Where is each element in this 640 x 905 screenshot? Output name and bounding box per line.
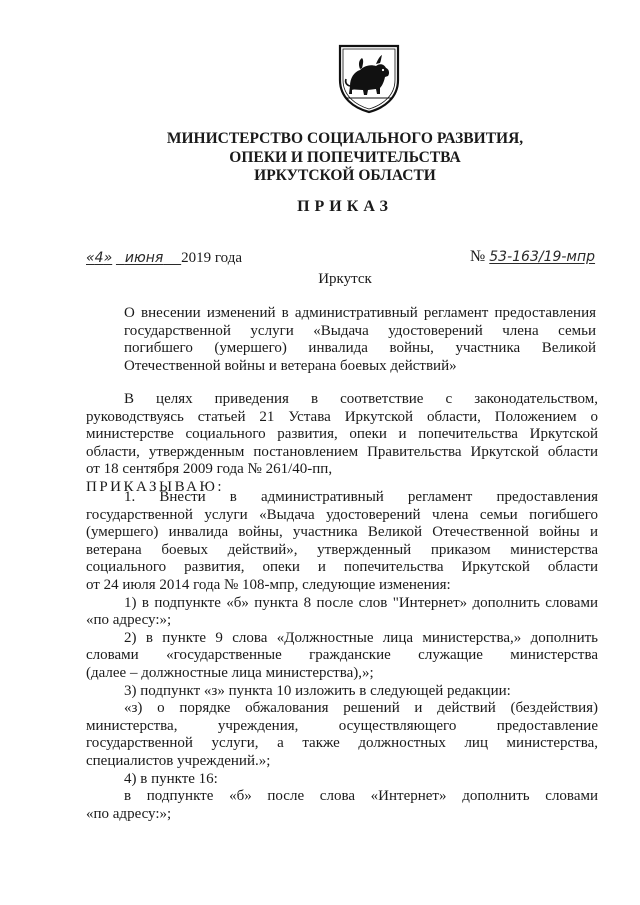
order-subject bbox=[124, 305, 596, 375]
ministry-line: МИНИСТЕРСТВО СОЦИАЛЬНОГО РАЗВИТИЯ, bbox=[166, 130, 524, 147]
body-line: в подпункте «б» после слова «Интернет» дополнить словами bbox=[124, 788, 598, 805]
order-date bbox=[86, 250, 242, 267]
body-line: государственной услуги «Выдача удостоверений члена семьи погибшего bbox=[86, 506, 598, 523]
body-line: «з) о порядке обжалования решений и действий (бездействия) bbox=[124, 700, 598, 717]
body-line: 2) в пункте 9 слова «Должностные лица министерства,» дополнить bbox=[124, 629, 598, 646]
preamble-line: руководствуясь статьей 21 Устава Иркутской области, Положением о bbox=[86, 408, 598, 425]
ministry-line: ИРКУТСКОЙ ОБЛАСТИ bbox=[254, 167, 436, 184]
order-body bbox=[86, 489, 598, 823]
body-line: «по адресу:»; bbox=[86, 612, 172, 629]
body-line: ветерана боевых действий», утвержденный приказом министерства bbox=[86, 541, 598, 558]
subject-line: О внесении изменений в административный регламент предоставления bbox=[124, 305, 596, 321]
ministry-line: ОПЕКИ И ПОПЕЧИТЕЛЬСТВА bbox=[229, 148, 461, 166]
order-number bbox=[470, 248, 595, 266]
preamble-line: министерстве социального развития, опеки и попечительства Иркутской bbox=[86, 426, 598, 443]
number-handwritten: 53-163/19-мпр bbox=[489, 249, 596, 265]
preamble-line: области, утвержденным постановлением Правительства Иркутской области bbox=[86, 443, 598, 460]
body-line: словами «государственные гражданские служащие министерства bbox=[86, 647, 598, 664]
subject-line: Отечественной войны и ветерана боевых действий» bbox=[124, 357, 457, 374]
subject-line: погибшего (умершего) инвалида войны, участника Великой bbox=[124, 340, 596, 357]
body-line: государственной услуги, а также должностных лиц министерства, bbox=[86, 735, 598, 752]
subject-line: государственной услуги «Выдача удостоверений члена семьи bbox=[124, 322, 596, 339]
preamble-line: В целях приведения в соответствие с законодательством, bbox=[124, 391, 598, 407]
body-line: специалистов учреждений.»; bbox=[86, 752, 271, 769]
date-day-handwritten: «4» bbox=[86, 250, 113, 266]
irkutsk-coat-of-arms-icon bbox=[336, 42, 402, 114]
city: Иркутск bbox=[318, 271, 372, 287]
preamble-line: от 18 сентября 2009 года № 261/40-пп, bbox=[86, 461, 333, 478]
preamble bbox=[86, 391, 598, 497]
body-line: 1) в подпункте «б» пункта 8 после слов "Интернет» дополнить словами bbox=[124, 594, 598, 611]
number-sign: № bbox=[470, 248, 486, 265]
body-line: социального развития, опеки и попечительства Иркутской области bbox=[86, 559, 598, 576]
body-line: 1. Внести в административный регламент предоставления bbox=[124, 489, 598, 505]
order-title: ПРИКАЗ bbox=[297, 198, 393, 215]
date-year: 2019 года bbox=[181, 250, 243, 266]
body-line: «по адресу:»; bbox=[86, 805, 172, 822]
body-line: (умершего) инвалида войны, участника Великой Отечественной войны и bbox=[86, 524, 598, 541]
body-line: министерства, учреждения, осуществляющего предоставление bbox=[86, 717, 598, 734]
body-line: 4) в пункте 16: bbox=[124, 770, 218, 787]
order-word: ПРИКАЗЫВАЮ: bbox=[86, 478, 225, 495]
body-line: 3) подпункт «з» пункта 10 изложить в следующей редакции: bbox=[124, 682, 511, 699]
body-line: (далее – должностные лица министерства),»; bbox=[86, 664, 374, 681]
ministry-name bbox=[120, 130, 570, 186]
body-line: от 24 июля 2014 года № 108-мпр, следующие изменения: bbox=[86, 576, 451, 593]
date-month-handwritten: июня bbox=[124, 250, 164, 266]
